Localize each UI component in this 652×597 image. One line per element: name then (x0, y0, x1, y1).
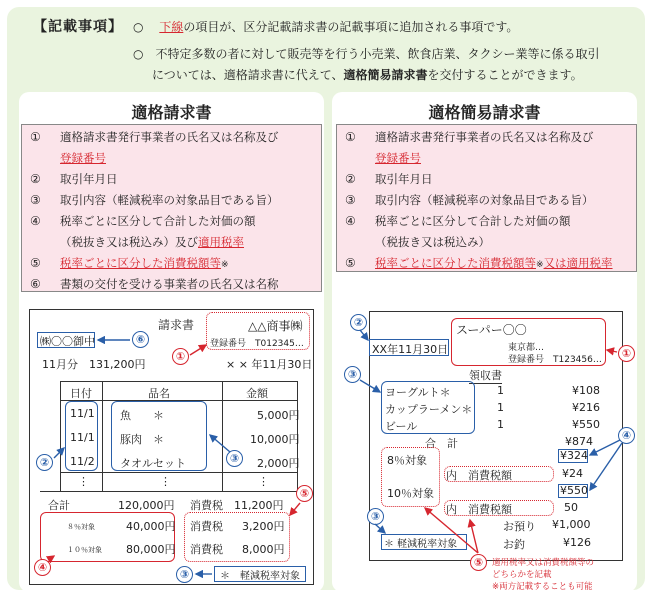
rate-8-tax-label: 消費税 (190, 520, 223, 533)
marker-6: ⑥ (132, 331, 149, 348)
receipt-item: カップラーメン＊ (385, 403, 473, 416)
list-item: 登録番号 (375, 151, 421, 165)
header-note-1: ○ 下線の項目が、区分記載請求書の記載事項に追加される事項です。 (133, 20, 519, 34)
list-item: ① 適格請求書発行事業者の氏名又は名称及び (345, 130, 594, 144)
receipt-price: ¥108 (572, 384, 600, 397)
col-date: 日付 (70, 387, 92, 400)
tax-label: 消費税 (190, 499, 223, 512)
receipt-date: XX年11月30日 (372, 343, 449, 356)
marker-5r: ⑤ (470, 554, 487, 571)
receipt-r8-tax: ¥24 (562, 467, 583, 480)
paid-amount: ¥1,000 (552, 518, 591, 531)
invoice-title: 請求書 (158, 318, 195, 332)
right-title: 適格簡易請求書 (332, 100, 637, 126)
rate-8-tax: 3,200円 (242, 520, 285, 533)
change-label: お釣 (503, 538, 525, 551)
dots: ⋮ (160, 475, 171, 488)
receipt-footnote: ＊ 軽減税率対象 (384, 539, 458, 550)
receipt-total: ¥874 (565, 435, 593, 448)
receipt-r8-tax-label: 内 消費税額 (446, 469, 512, 482)
receipt-r10-label: 10％対象 (387, 487, 434, 500)
receipt-r8-label: 8％対象 (387, 454, 427, 467)
list-item: （税抜き又は税込み） (375, 235, 490, 249)
marker-2r: ② (350, 314, 367, 331)
dots: ⋮ (258, 475, 269, 488)
marker-1: ① (172, 348, 189, 365)
left-title: 適格請求書 (19, 100, 324, 126)
list-item: ① 適格請求書発行事業者の氏名又は名称及び (30, 130, 279, 144)
row-date: 11/2 (70, 455, 95, 468)
col-amount: 金額 (246, 387, 268, 400)
receipt-title: 領収書 (469, 369, 502, 382)
header-note-2: ○ 不特定多数の者に対して販売等を行う小売業、飲食店業、タクシー業等に係る取引 (133, 47, 600, 61)
header-label: 【記載事項】 (33, 19, 123, 35)
receipt-price: ¥550 (572, 418, 600, 431)
receipt-item: ヨーグルト＊ (385, 386, 451, 399)
receipt-price: ¥216 (572, 401, 600, 414)
rate-10-label: １０％対象 (67, 546, 102, 554)
invoice-date: × × 年11月30日 (226, 358, 313, 371)
invoice-issuer: △△商事㈱ (248, 319, 303, 333)
receipt-r8-amount: ¥324 (560, 449, 588, 462)
marker-3r: ③ (344, 366, 361, 383)
receipt-note-2: どちらかを記載 (492, 570, 552, 580)
marker-4: ④ (34, 559, 51, 576)
total-amount: 120,000円 (118, 499, 175, 512)
list-item: 登録番号 (60, 151, 106, 165)
marker-5: ⑤ (296, 485, 313, 502)
row-amount: 2,000円 (257, 457, 300, 470)
receipt-address: 東京都… (508, 343, 545, 353)
list-item: ④ 税率ごとに区分して合計した対価の額 (30, 214, 256, 228)
row-item: タオルセット (120, 457, 186, 470)
list-item: ② 取引年月日 (30, 172, 118, 186)
row-date: 11/1 (70, 431, 95, 444)
marker-2: ② (36, 454, 53, 471)
list-item: ④ 税率ごとに区分して合計した対価の額 (345, 214, 571, 228)
receipt-note-3: ※両方記載することも可能 (492, 582, 593, 592)
rate-10-tax: 8,000円 (242, 543, 285, 556)
receipt-item: ビール (385, 420, 418, 433)
receipt-r10-tax: 50 (564, 501, 578, 514)
paid-label: お預り (503, 520, 536, 533)
list-item: ⑥ 書類の交付を受ける事業者の氏名又は名称 (30, 277, 279, 291)
rate-10-tax-label: 消費税 (190, 543, 223, 556)
receipt-shop: スーパー〇〇 (456, 323, 527, 337)
row-item: 豚肉 ＊ (120, 433, 164, 446)
rate-8-label: ８％対象 (67, 523, 95, 531)
marker-3b: ③ (176, 566, 193, 583)
header-note-2b: については、適格請求書に代えて、適格簡易請求書を交付することができます。 (152, 68, 583, 82)
invoice-reg: 登録番号 T012345… (210, 339, 304, 349)
receipt-note-1: 適用税率又は消費税額等の (492, 558, 595, 568)
receipt-total-label: 合 計 (425, 437, 458, 450)
receipt-r10-amount: ¥550 (560, 484, 588, 497)
invoice-period: 11月分 131,200円 (42, 358, 146, 371)
row-amount: 5,000円 (257, 409, 300, 422)
receipt-qty: 1 (497, 401, 504, 414)
row-item: 魚 ＊ (120, 409, 164, 422)
invoice-footnote: ＊ 軽減税率対象 (220, 571, 300, 582)
receipt-qty: 1 (497, 384, 504, 397)
row-date: 11/1 (70, 407, 95, 420)
col-item: 品名 (148, 387, 170, 400)
list-item: ② 取引年月日 (345, 172, 433, 186)
receipt-qty: 1 (497, 418, 504, 431)
row-amount: 10,000円 (250, 433, 300, 446)
list-item: ⑤ 税率ごとに区分した消費税額等※又は適用税率 (345, 256, 613, 270)
tax-total: 11,200円 (234, 499, 284, 512)
total-label: 合計 (48, 499, 70, 512)
marker-3: ③ (226, 450, 243, 467)
list-item: ③ 取引内容（軽減税率の対象品目である旨） (345, 193, 594, 207)
invoice-recipient: ㈱〇〇御中 (40, 335, 95, 348)
change-amount: ¥126 (563, 536, 591, 549)
receipt-reg: 登録番号 T123456… (508, 355, 602, 365)
list-item: ③ 取引内容（軽減税率の対象品目である旨） (30, 193, 279, 207)
list-item: （税抜き又は税込み）及び適用税率 (60, 235, 244, 249)
rate-8-amount: 40,000円 (126, 520, 176, 533)
marker-3r2: ③ (367, 508, 384, 525)
marker-1r: ① (618, 345, 635, 362)
receipt-r10-tax-label: 内 消費税額 (446, 503, 512, 516)
list-item: ⑤ 税率ごとに区分した消費税額等※ (30, 256, 229, 270)
marker-4r: ④ (618, 427, 635, 444)
rate-10-amount: 80,000円 (126, 543, 176, 556)
dots: ⋮ (78, 475, 89, 488)
